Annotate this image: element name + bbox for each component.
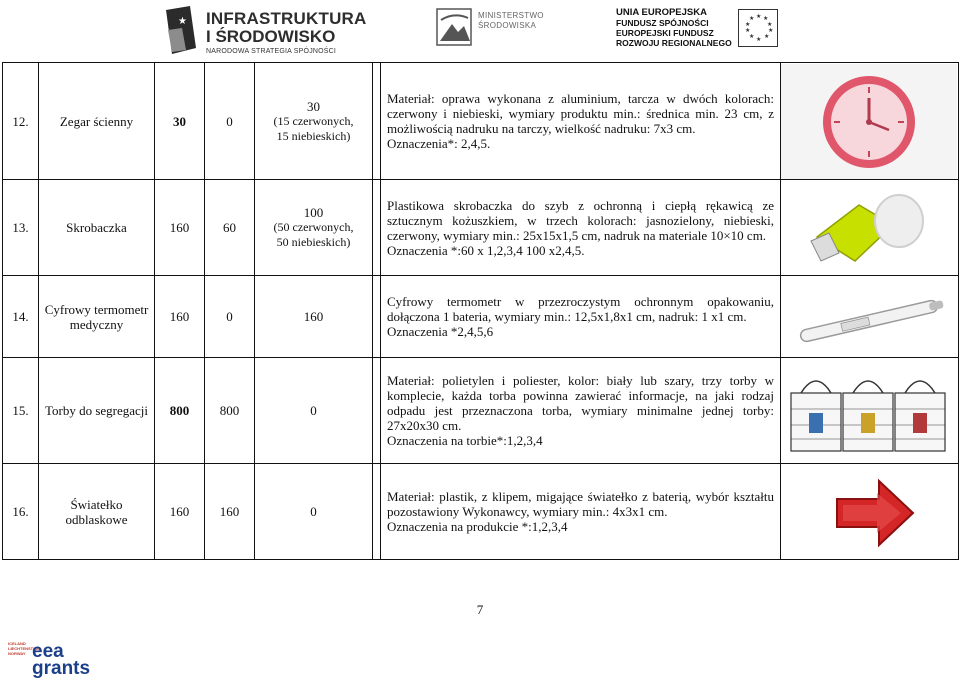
page-number: 7 — [476, 602, 484, 617]
spacer-cell — [373, 358, 381, 464]
ministry-line1: MINISTERSTWO — [478, 11, 544, 20]
qty-plain: 0 — [205, 63, 255, 180]
row-number: 12. — [3, 63, 39, 180]
spacer-cell — [373, 180, 381, 276]
description-marking: Oznaczenia*: 2,4,5. — [387, 136, 491, 151]
eea-word — [32, 643, 90, 677]
svg-text:★: ★ — [768, 27, 774, 34]
eu-line2: FUNDUSZ SPÓJNOŚCI — [616, 18, 709, 28]
svg-text:★: ★ — [763, 15, 769, 22]
qty-printed — [255, 358, 373, 464]
product-name: Zegar ścienny — [39, 63, 155, 180]
eea-word-top: eea — [32, 641, 64, 662]
eu-logo — [616, 7, 788, 53]
description-marking: Oznaczenia na torbie*:1,2,3,4 — [387, 433, 543, 448]
description-marking: Oznaczenia na produkcie *:1,2,3,4 — [387, 519, 568, 534]
qty-printed — [255, 276, 373, 358]
eea-grants-logo — [2, 637, 92, 681]
product-description — [381, 358, 781, 464]
svg-text:★: ★ — [745, 21, 751, 28]
description-text: Cyfrowy termometr w przezroczystym ochronnym opakowaniu, dołączona 1 bateria, wymiary min.: 12,5x1,8x1 cm, nadruk: 1 x1 cm. — [387, 294, 774, 324]
product-description — [381, 180, 781, 276]
table-row — [3, 63, 959, 180]
table-row — [3, 358, 959, 464]
eu-flag-icon — [738, 9, 778, 47]
qty-printed — [255, 180, 373, 276]
eu-line1: UNIA EUROPEJSKA — [616, 7, 707, 18]
infrastruktura-logo — [160, 4, 367, 56]
qty-printed-value: 160 — [303, 309, 324, 324]
table-row — [3, 276, 959, 358]
ministry-emblem-icon — [436, 8, 474, 48]
table-row — [3, 180, 959, 276]
svg-text:★: ★ — [749, 33, 755, 40]
row-number: 16. — [3, 464, 39, 560]
qty-plain: 0 — [205, 276, 255, 358]
qty-printed — [255, 464, 373, 560]
qty-plain: 800 — [205, 358, 255, 464]
svg-text:★: ★ — [764, 33, 770, 40]
ministry-line2: ŚRODOWISKA — [478, 21, 537, 30]
eea-word-bottom: grants — [32, 658, 91, 679]
qty-total: 160 — [155, 276, 205, 358]
infra-line1: INFRASTRUKTURA — [206, 9, 367, 28]
eu-line3: EUROPEJSKI FUNDUSZ — [616, 28, 714, 38]
row-number: 13. — [3, 180, 39, 276]
product-description — [381, 464, 781, 560]
infra-line2: I ŚRODOWISKO — [206, 27, 336, 46]
thermometer-image — [781, 276, 959, 358]
svg-text:★: ★ — [749, 15, 755, 22]
qty-printed-value: 0 — [310, 403, 317, 418]
qty-printed — [255, 63, 373, 180]
product-name: Cyfrowy termometr medyczny — [39, 276, 155, 358]
eea-sub-text: ICELAND LIECHTENSTEIN NORWAY — [8, 641, 40, 656]
reflective-light-image — [781, 464, 959, 560]
recycling-bags-image — [781, 358, 959, 464]
svg-text:★: ★ — [745, 27, 751, 34]
eu-stars-arc-icon — [160, 4, 202, 56]
description-text: Materiał: plastik, z klipem, migające światełko z baterią, wybór kształtu pozostawiony Wykonawcy, wymiary min.: 4x3x1 cm. — [387, 489, 774, 519]
description-marking: Oznaczenia *:60 x 1,2,3,4 100 x2,4,5. — [387, 242, 585, 258]
row-number: 14. — [3, 276, 39, 358]
qty-total: 160 — [155, 464, 205, 560]
qty-printed-detail: 50 niebieskich) — [276, 235, 351, 249]
product-description — [381, 63, 781, 180]
qty-total: 800 — [155, 358, 205, 464]
ministry-logo — [436, 8, 556, 52]
wall-clock-image — [781, 63, 959, 180]
qty-plain: 160 — [205, 464, 255, 560]
qty-total: 30 — [155, 63, 205, 180]
product-table — [2, 62, 959, 560]
svg-text:★: ★ — [756, 36, 762, 43]
product-name: Skrobaczka — [39, 180, 155, 276]
ice-scraper-image — [781, 180, 959, 276]
description-text: Materiał: polietylen i poliester, kolor: biały lub szary, trzy torby w komplecie, każda torba powinna zawierać informacje, na jaki rodzaj odpadu jest przeznaczona torba, wymiary minimalne jednej torby: 27x20x30 cm. — [387, 373, 774, 433]
spacer-cell — [373, 464, 381, 560]
description-text: Plastikowa skrobaczka do szyb z ochronną i ciepłą rękawicą ze sztucznym kożuszkiem, w trzech kolorach: jasnozielony, niebieski, czerwony, wymiary min.: 25x15x1,5 cm, nadruk na materiale 10×10 cm. — [387, 197, 774, 243]
infra-line3: NARODOWA STRATEGIA SPÓJNOŚCI — [206, 48, 337, 55]
qty-printed-value: 100 — [303, 205, 324, 220]
qty-printed-detail: (15 czerwonych, — [273, 113, 354, 128]
svg-text:★: ★ — [756, 13, 762, 20]
product-description — [381, 276, 781, 358]
spacer-cell — [373, 63, 381, 180]
qty-printed-detail: (50 czerwonych, — [273, 220, 354, 234]
qty-plain: 60 — [205, 180, 255, 276]
svg-text:★: ★ — [767, 21, 773, 28]
qty-printed-value: 30 — [307, 98, 320, 114]
table-row — [3, 464, 959, 560]
qty-printed-detail: 15 niebieskich) — [276, 128, 351, 143]
svg-text:★: ★ — [178, 16, 187, 27]
qty-printed-value: 0 — [310, 504, 317, 519]
description-marking: Oznaczenia *2,4,5,6 — [387, 324, 494, 339]
qty-total: 160 — [155, 180, 205, 276]
spacer-cell — [373, 276, 381, 358]
eu-line4: ROZWOJU REGIONALNEGO — [616, 38, 732, 48]
product-name: Torby do segregacji — [39, 358, 155, 464]
row-number: 15. — [3, 358, 39, 464]
description-text: Materiał: oprawa wykonana z aluminium, tarcza w dwóch kolorach: czerwony i niebieski, wymiary produktu min.: średnica min. 23 cm, z możliwością nadruku na tarczy, wielkość nadruku: 7x3 cm. — [387, 91, 774, 136]
product-name: Światełko odblaskowe — [39, 464, 155, 560]
